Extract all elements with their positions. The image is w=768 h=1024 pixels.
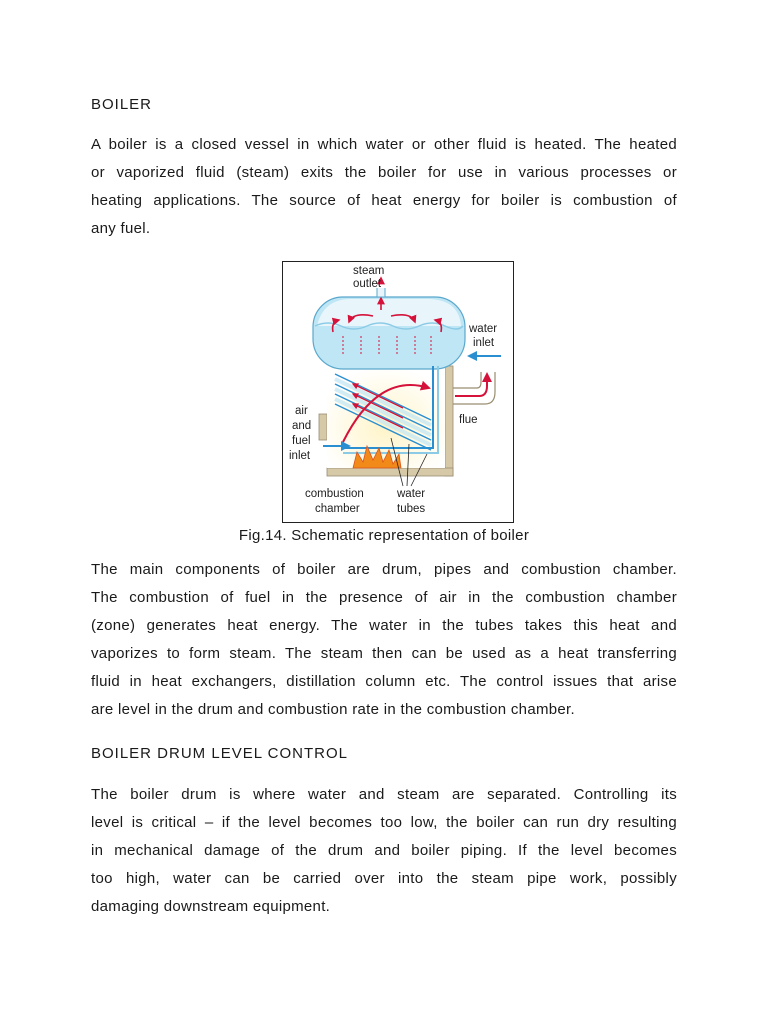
flue-gas-arrow — [455, 374, 487, 396]
boiler-schematic-figure — [282, 261, 514, 523]
text-line: level is critical – if the level becomes too low, the boiler can run dry resulting — [91, 814, 677, 831]
label-combustion-chamber: combustion — [305, 488, 364, 500]
text-line: (zone) generates heat energy. The water in the tubes takes this heat and — [91, 617, 677, 634]
text-line: or vaporized fluid (steam) exits the boiler for use in various processes or — [91, 164, 677, 181]
text-line: A boiler is a closed vessel in which water or other fluid is heated. The heated — [91, 136, 677, 153]
furnace-floor — [327, 468, 453, 476]
label-water-tubes: water — [397, 488, 426, 500]
text-line: damaging downstream equipment. — [91, 898, 331, 915]
text-line: The combustion of fuel in the presence of air in the combustion chamber — [91, 589, 677, 606]
text-line: any fuel. — [91, 220, 151, 237]
text-line: in mechanical damage of the drum and boiler piping. If the level becomes — [91, 842, 677, 859]
figure-caption: Fig.14. Schematic representation of boiler — [238, 527, 530, 544]
label-steam-outlet: outlet — [353, 278, 382, 290]
boiler-diagram — [283, 262, 513, 522]
label-air-fuel-inlet: fuel — [292, 435, 311, 447]
label-water-tubes: tubes — [397, 503, 426, 515]
paragraph-boiler-components — [91, 556, 677, 724]
label-flue: flue — [459, 414, 478, 426]
label-water-inlet: inlet — [473, 337, 495, 349]
flue-duct — [453, 372, 495, 404]
furnace-wall-left — [319, 414, 327, 440]
text-line: fluid in heat exchangers, distillation column etc. The control issues that arise — [91, 673, 677, 690]
section-heading-drum-level-control: BOILER DRUM LEVEL CONTROL — [91, 745, 348, 762]
text-line: The main components of boiler are drum, pipes and combustion chamber. — [91, 561, 677, 578]
label-steam-outlet: steam — [353, 265, 385, 277]
label-air-fuel-inlet: inlet — [289, 450, 311, 462]
label-combustion-chamber: chamber — [315, 503, 360, 515]
paragraph-boiler-intro — [91, 131, 677, 243]
label-water-inlet: water — [469, 323, 498, 335]
furnace-wall-right — [445, 366, 453, 476]
section-heading-boiler: BOILER — [91, 96, 153, 113]
text-line: too high, water can be carried over into the steam pipe work, possibly — [91, 870, 677, 887]
text-line: are level in the drum and combustion rate in the combustion chamber. — [91, 701, 575, 718]
label-air-fuel-inlet: air — [295, 405, 308, 417]
paragraph-drum-level — [91, 781, 677, 921]
label-air-fuel-inlet: and — [292, 420, 312, 432]
text-line: The boiler drum is where water and steam are separated. Controlling its — [91, 786, 677, 803]
text-line: heating applications. The source of heat energy for boiler is combustion of — [91, 192, 677, 209]
text-line: vaporizes to form steam. The steam then can be used as a heat transferring — [91, 645, 677, 662]
